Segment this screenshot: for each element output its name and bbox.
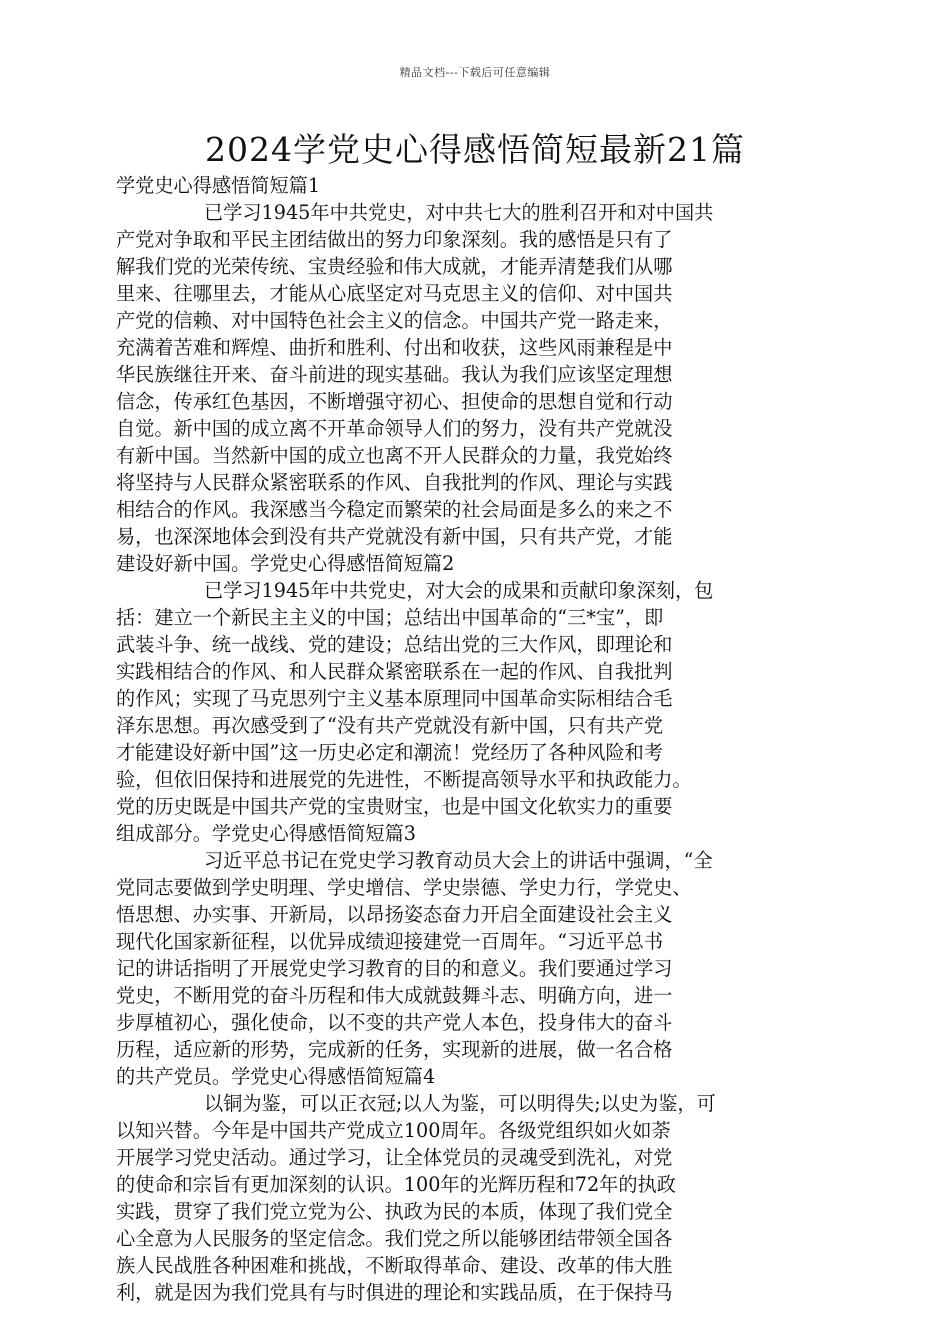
paragraph-line: 族人民战胜各种困难和挑战，不断取得革命、建设、改革的伟大胜: [116, 1254, 673, 1277]
paragraph-line: 已学习1945年中共党史，对大会的成果和贡献印象深刻，包: [204, 579, 714, 602]
paragraph-line: 充满着苦难和辉煌、曲折和胜利、付出和收获，这些风雨兼程是中: [116, 336, 673, 359]
paragraph-line: 开展学习党史活动。通过学习，让全体党员的灵魂受到洗礼，对党: [116, 1146, 673, 1169]
paragraph-line: 的使命和宗旨有更加深刻的认识。100年的光辉历程和72年的执政: [116, 1173, 676, 1196]
paragraph-line: 里来、往哪里去，才能从心底坚定对马克思主义的信仰、对中国共: [116, 282, 673, 305]
paragraph-line: 实践，贯穿了我们党立党为公、执政为民的本质，体现了我们党全: [116, 1200, 673, 1223]
paragraph-line: 泽东思想。再次感受到了“没有共产党就没有新中国，只有共产党: [116, 714, 664, 737]
paragraph-line: 产党对争取和平民主团结做出的努力印象深刻。我的感悟是只有了: [116, 228, 673, 251]
paragraph-line: 武装斗争、统一战线、党的建设；总结出党的三大作风，即理论和: [116, 633, 673, 656]
paragraph-line: 的共产党员。学党史心得感悟简短篇4: [116, 1065, 436, 1088]
section-heading: 学党史心得感悟简短篇1: [116, 174, 321, 197]
paragraph-line: 有新中国。当然新中国的成立也离不开人民群众的力量，我党始终: [116, 444, 673, 467]
paragraph-line: 历程，适应新的形势，完成新的任务，实现新的进展，做一名合格: [116, 1038, 673, 1061]
paragraph-line: 记的讲话指明了开展党史学习教育的目的和意义。我们要通过学习: [116, 957, 673, 980]
paragraph-line: 才能建设好新中国”这一历史必定和潮流！党经历了各种风险和考: [116, 741, 664, 764]
paragraph-line: 华民族继往开来、奋斗前进的现实基础。我认为我们应该坚定理想: [116, 363, 673, 386]
paragraph-line: 组成部分。学党史心得感悟简短篇3: [116, 822, 417, 845]
paragraph-line: 心全意为人民服务的坚定信念。我们党之所以能够团结带领全国各: [116, 1227, 673, 1250]
paragraph-line: 已学习1945年中共党史，对中共七大的胜利召开和对中国共: [204, 201, 714, 224]
paragraph-line: 将坚持与人民群众紧密联系的作风、自我批判的作风、理论与实践: [116, 471, 673, 494]
paragraph-line: 党同志要做到学史明理、学史增信、学史崇德、学史力行，学党史、: [116, 876, 692, 899]
paragraph-line: 利，就是因为我们党具有与时俱进的理论和实践品质，在于保持马: [116, 1281, 673, 1304]
paragraph-line: 以知兴替。今年是中国共产党成立100周年。各级党组织如火如荼: [116, 1119, 671, 1142]
document-body: [116, 172, 836, 1306]
paragraph-line: 的作风；实现了马克思列宁主义基本原理同中国革命实际相结合毛: [116, 687, 673, 710]
paragraph-line: 产党的信赖、对中国特色社会主义的信念。中国共产党一路走来，: [116, 309, 673, 332]
paragraph-line: 党史，不断用党的奋斗历程和伟大成就鼓舞斗志、明确方向，进一: [116, 984, 673, 1007]
paragraph-line: 信念，传承红色基因，不断增强守初心、担使命的思想自觉和行动: [116, 390, 673, 413]
paragraph-line: 验，但依旧保持和进展党的先进性，不断提高领导水平和执政能力。: [116, 768, 692, 791]
paragraph-line: 以铜为鉴，可以正衣冠;以人为鉴，可以明得失;以史为鉴，可: [204, 1092, 716, 1115]
paragraph-line: 党的历史既是中国共产党的宝贵财宝，也是中国文化软实力的重要: [116, 795, 673, 818]
paragraph-line: 括：建立一个新民主主义的中国；总结出中国革命的“三*宝”，即: [116, 606, 664, 629]
paragraph-line: 悟思想、办实事、开新局，以昂扬姿态奋力开启全面建设社会主义: [116, 903, 673, 926]
document-title: 2024学党史心得感悟简短最新21篇: [205, 130, 745, 169]
paragraph-line: 现代化国家新征程，以优异成绩迎接建党一百周年。“习近平总书: [116, 930, 664, 953]
header-note: 精品文档---下载后可任意编辑: [399, 66, 551, 79]
paragraph-line: 解我们党的光荣传统、宝贵经验和伟大成就，才能弄清楚我们从哪: [116, 255, 673, 278]
paragraph-line: 相结合的作风。我深感当今稳定而繁荣的社会局面是多么的来之不: [116, 498, 673, 521]
paragraph-line: 步厚植初心，强化使命，以不变的共产党人本色，投身伟大的奋斗: [116, 1011, 673, 1034]
paragraph-line: 建设好新中国。学党史心得感悟简短篇2: [116, 552, 455, 575]
paragraph-line: 易，也深深地体会到没有共产党就没有新中国，只有共产党，才能: [116, 525, 673, 548]
paragraph-line: 实践相结合的作风、和人民群众紧密联系在一起的作风、自我批判: [116, 660, 673, 683]
paragraph-line: 自觉。新中国的成立离不开革命领导人们的努力，没有共产党就没: [116, 417, 673, 440]
paragraph-line: 习近平总书记在党史学习教育动员大会上的讲话中强调，“全: [204, 849, 713, 872]
